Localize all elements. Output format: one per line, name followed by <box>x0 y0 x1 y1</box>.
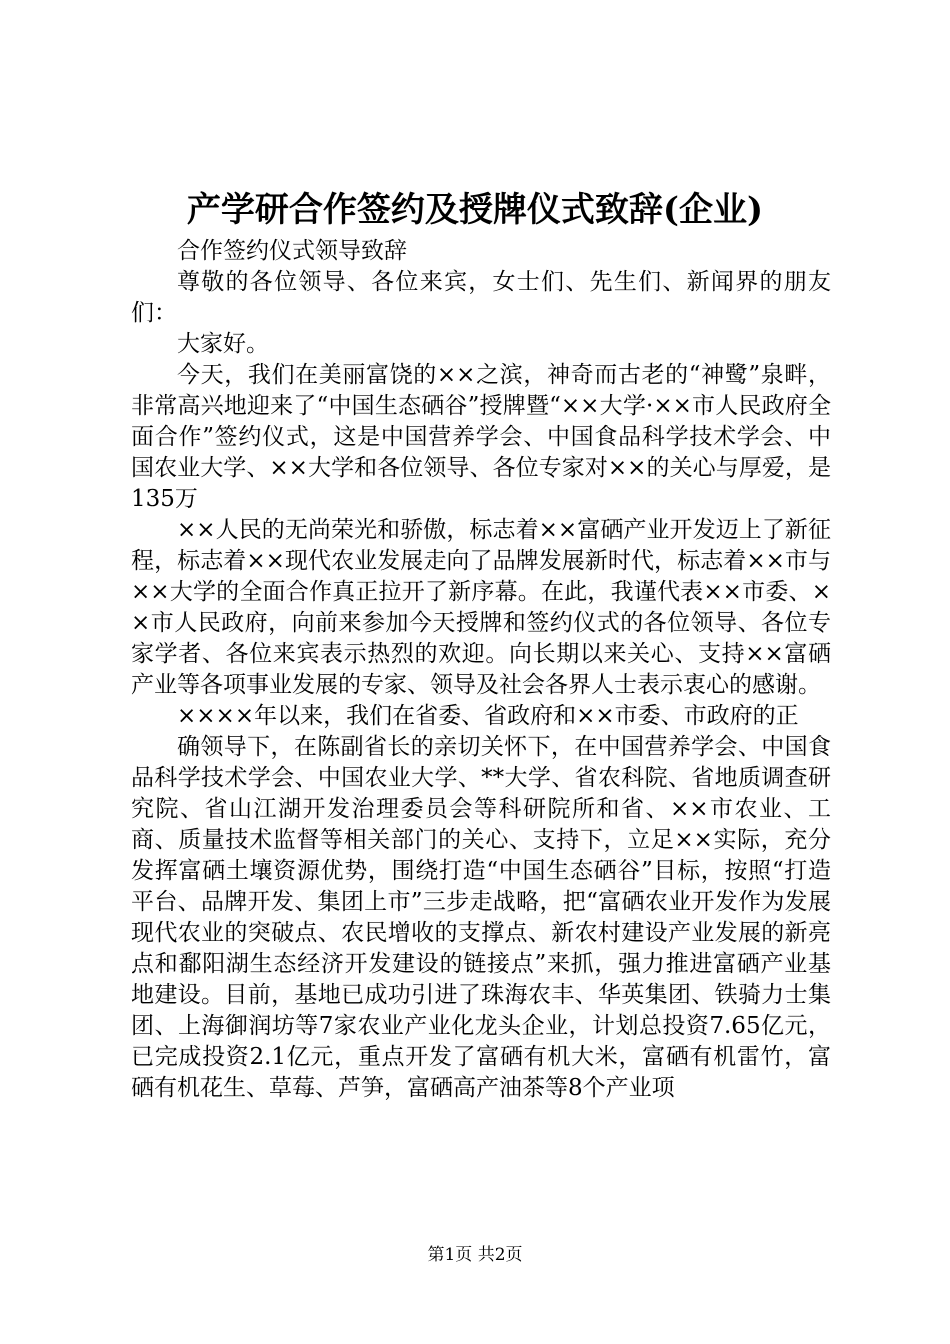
paragraph: 尊敬的各位领导、各位来宾，女士们、先生们、新闻界的朋友们： <box>131 269 831 326</box>
paragraph: 今天，我们在美丽富饶的××之滨，神奇而古老的“神鹭”泉畔，非常高兴地迎来了“中国生态硒谷”授牌暨“××大学·××市人民政府全面合作”签约仪式，这是中国营养学会、中国食品科学技术学会、中国农业大学、××大学和各位领导、各位专家对××的关心与厚爱，是135万 <box>131 362 831 512</box>
paragraph: 确领导下，在陈副省长的亲切关怀下，在中国营养学会、中国食品科学技术学会、中国农业大学、**大学、省农科院、省地质调查研究院、省山江湖开发治理委员会等科研院所和省、××市农业、工商、质量技术监督等相关部门的关心、支持下，立足××实际，充分发挥富硒土壤资源优势，围绕打造“中国生态硒谷”目标，按照“打造平台、品牌开发、集团上市”三步走战略，把“富硒农业开发作为发展现代农业的突破点、农民增收的支撑点、新农村建设产业发展的新亮点和鄱阳湖生态经济开发建设的链接点”来抓，强力推进富硒产业基地建设。目前，基地已成功引进了珠海农丰、华英集团、铁骑力士集团、上海御润坊等7家农业产业化龙头企业，计划总投资7.65亿元，已完成投资2.1亿元，重点开发了富硒有机大米，富硒有机雷竹，富硒有机花生、草莓、芦笋，富硒高产油茶等8个产业项 <box>131 734 831 1101</box>
paragraph: ××××年以来，我们在省委、省政府和××市委、市政府的正 <box>177 703 799 729</box>
page-number-footer: 第1页 共2页 <box>427 1245 523 1265</box>
document-body <box>131 236 831 1104</box>
paragraph: 大家好。 <box>177 331 269 357</box>
paragraph: 合作签约仪式领导致辞 <box>177 238 407 264</box>
paragraph: ××人民的无尚荣光和骄傲，标志着××富硒产业开发迈上了新征程，标志着××现代农业发展走向了品牌发展新时代，标志着××市与××大学的全面合作真正拉开了新序幕。在此，我谨代表××市委、××市人民政府，向前来参加今天授牌和签约仪式的各位领导、各位专家学者、各位来宾表示热烈的欢迎。向长期以来关心、支持××富硒产业等各项事业发展的专家、领导及社会各界人士表示衷心的感谢。 <box>131 517 831 698</box>
document-title: 产学研合作签约及授牌仪式致辞(企业) <box>186 190 764 230</box>
